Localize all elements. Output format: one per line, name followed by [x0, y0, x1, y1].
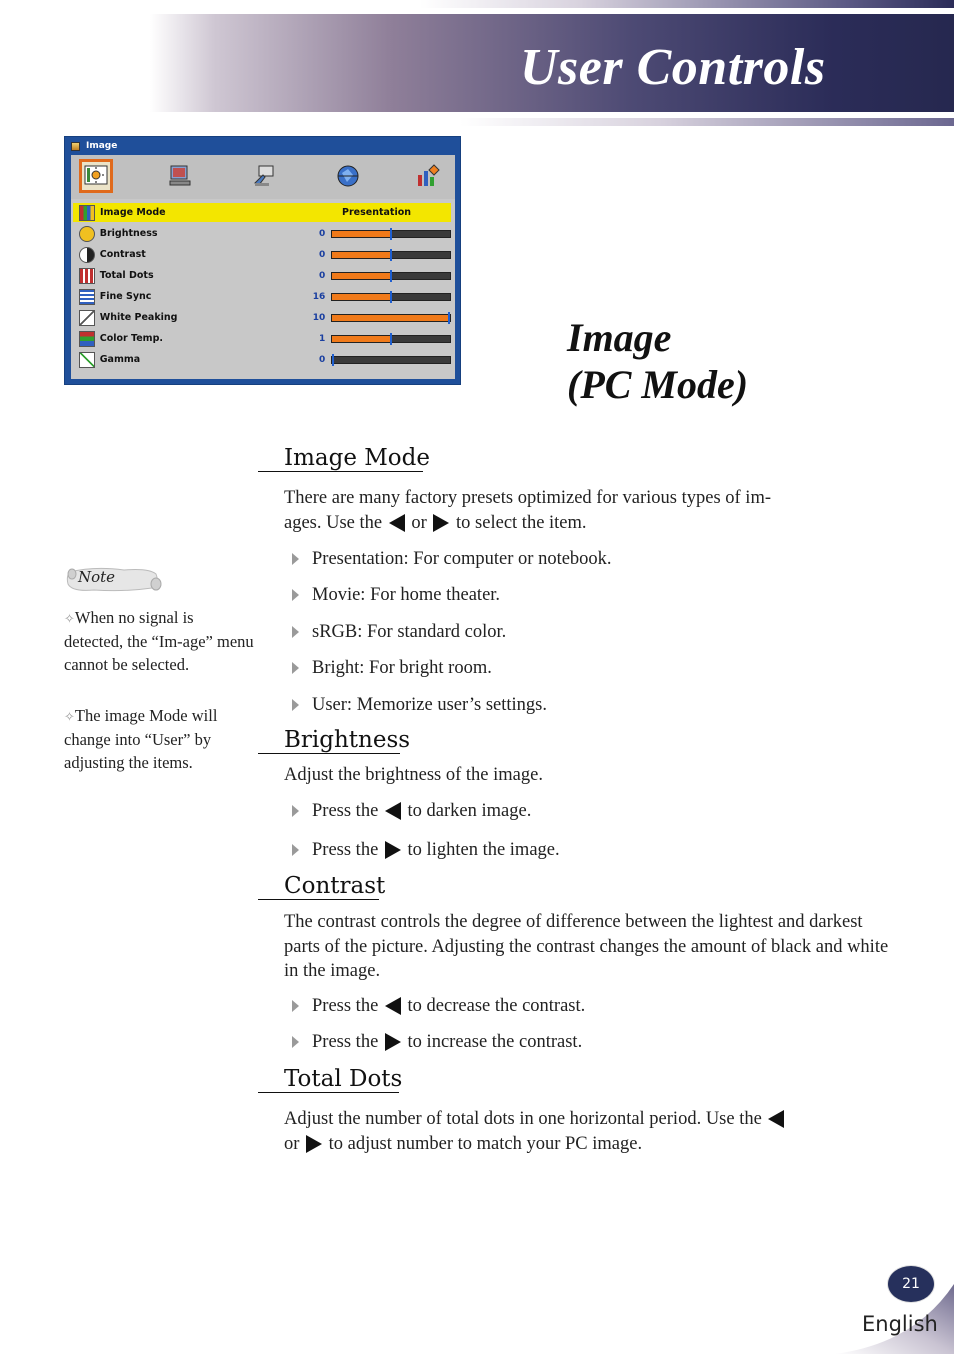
text-run: to adjust number to match your PC image. — [328, 1133, 643, 1154]
list-item — [292, 693, 547, 717]
list-item — [292, 838, 560, 862]
list-item — [292, 656, 492, 680]
osd-row-mode-value: Presentation — [342, 207, 411, 218]
note-item-1-text: When no signal is detected, the “Im-age” menu cannot be selected. — [64, 608, 254, 674]
left-arrow-icon — [389, 514, 405, 532]
osd-row-value: 0 — [319, 270, 326, 281]
osd-row-gamma[interactable] — [73, 350, 451, 369]
osd-row-label: Color Temp. — [99, 333, 163, 344]
text-run: to decrease the contrast. — [407, 996, 586, 1016]
text-run: Press the — [312, 996, 379, 1016]
osd-slider[interactable] — [331, 314, 451, 322]
bullet-arrow-icon — [292, 589, 299, 601]
total-dots-icon — [79, 268, 95, 284]
contrast-heading: Contrast — [258, 873, 379, 900]
fine-sync-icon — [79, 289, 95, 305]
list-item-text: Presentation: For computer or notebook. — [312, 549, 612, 569]
osd-image-mini-icon — [71, 142, 80, 151]
note-label: Note — [78, 568, 116, 586]
osd-titlebar — [71, 139, 117, 153]
text-run: or — [411, 512, 427, 533]
osd-row-value: 0 — [319, 354, 326, 365]
bullet-arrow-icon — [292, 805, 299, 817]
list-item — [292, 799, 531, 823]
right-arrow-icon — [385, 841, 401, 859]
osd-row-label: Gamma — [99, 354, 141, 365]
bullet-arrow-icon — [292, 1000, 299, 1012]
total-dots-text — [284, 1107, 896, 1156]
osd-slider[interactable] — [331, 251, 451, 259]
total-dots-text-line1 — [284, 1107, 896, 1132]
list-item — [292, 620, 506, 644]
right-arrow-icon — [433, 514, 449, 532]
osd-slider[interactable] — [331, 293, 451, 301]
section-title — [567, 314, 748, 408]
text-run: to select the item. — [456, 512, 587, 533]
osd-row-total-dots[interactable] — [73, 266, 451, 285]
left-arrow-icon — [385, 997, 401, 1015]
list-item-text: Bright: For bright room. — [312, 658, 492, 678]
gamma-icon — [79, 352, 95, 368]
page-number-badge: 21 — [887, 1265, 935, 1303]
left-arrow-icon — [768, 1110, 784, 1128]
brightness-heading: Brightness — [258, 727, 400, 754]
text-run: ages. Use the — [284, 512, 383, 533]
note-item-2-text: The image Mode will change into “User” by adjusting the items. — [64, 706, 218, 772]
options-tab-icon[interactable] — [331, 159, 365, 193]
footer-language: English — [862, 1312, 938, 1336]
osd-row-label: Total Dots — [99, 270, 154, 281]
left-arrow-icon — [385, 802, 401, 820]
bullet-arrow-icon — [292, 844, 299, 856]
osd-row-fine-sync[interactable] — [73, 287, 451, 306]
list-item-text: sRGB: For standard color. — [312, 622, 507, 642]
osd-row-label: Contrast — [99, 249, 146, 260]
note-scroll-icon — [64, 562, 164, 596]
list-item — [292, 1030, 582, 1054]
right-arrow-icon — [385, 1033, 401, 1051]
osd-slider[interactable] — [331, 272, 451, 280]
setup-tab-icon[interactable] — [247, 159, 281, 193]
osd-row-brightness[interactable] — [73, 224, 451, 243]
bullet-arrow-icon — [292, 662, 299, 674]
osd-row-label: White Peaking — [99, 312, 178, 323]
list-item-text: User: Memorize user’s settings. — [312, 695, 547, 715]
white-peaking-icon — [79, 310, 95, 326]
osd-row-white-peaking[interactable] — [73, 308, 451, 327]
contrast-text: The contrast controls the degree of difference between the lightest and darkest parts of the picture. Adjusting the contrast changes the amount of black and white in the image. — [284, 912, 889, 981]
text-run: to lighten the image. — [407, 840, 560, 860]
note-item-2 — [64, 704, 256, 774]
image-mode-text-line1: There are many factory presets optimized for various types of im- — [284, 488, 771, 508]
text-run: to darken image. — [407, 801, 532, 821]
display-tab-icon[interactable] — [163, 159, 197, 193]
osd-row-image-mode[interactable] — [73, 203, 451, 222]
brightness-text: Adjust the brightness of the image. — [284, 765, 543, 785]
text-run: Press the — [312, 840, 379, 860]
osd-row-contrast[interactable] — [73, 245, 451, 264]
advanced-tab-icon[interactable] — [411, 159, 445, 193]
bullet-arrow-icon — [292, 699, 299, 711]
image-mode-heading: Image Mode — [258, 445, 423, 472]
osd-row-label: Brightness — [99, 228, 158, 239]
section-title-line1: Image — [567, 315, 672, 360]
color-temp-icon — [79, 331, 95, 347]
bullet-arrow-icon — [292, 1036, 299, 1048]
osd-row-value: 1 — [319, 333, 326, 344]
osd-row-value: 0 — [319, 228, 326, 239]
osd-slider[interactable] — [331, 356, 451, 364]
contrast-icon — [79, 247, 95, 263]
osd-row-value: 0 — [319, 249, 326, 260]
osd-row-value: 10 — [312, 312, 326, 323]
text-run: Press the — [312, 801, 379, 821]
bullet-arrow-icon — [292, 626, 299, 638]
list-item — [292, 994, 585, 1018]
list-item — [292, 583, 500, 607]
diamond-bullet-icon: ✧ — [64, 611, 75, 626]
right-arrow-icon — [306, 1135, 322, 1153]
diamond-bullet-icon: ✧ — [64, 709, 75, 724]
osd-row-value: 16 — [312, 291, 326, 302]
header-bottom-line — [460, 118, 954, 126]
note-item-1 — [64, 606, 256, 676]
list-item-text: Movie: For home theater. — [312, 585, 501, 605]
image-mode-icon — [79, 205, 95, 221]
image-mode-text-line2 — [284, 511, 896, 536]
osd-slider[interactable] — [331, 230, 451, 238]
list-item — [292, 547, 612, 571]
osd-row-color-temp[interactable] — [73, 329, 451, 348]
osd-slider[interactable] — [331, 335, 451, 343]
header-top-line — [420, 0, 954, 8]
text-run: or — [284, 1133, 300, 1154]
osd-tab-bar — [71, 155, 455, 199]
image-mode-text — [284, 486, 896, 535]
osd-screenshot — [64, 136, 461, 385]
text-run: Press the — [312, 1032, 379, 1052]
sun-icon — [79, 226, 95, 242]
osd-title: Image — [86, 141, 118, 151]
text-run: to increase the contrast. — [407, 1032, 583, 1052]
total-dots-heading: Total Dots — [258, 1066, 399, 1093]
bullet-arrow-icon — [292, 553, 299, 565]
image-tab-icon[interactable] — [79, 159, 113, 193]
total-dots-text-line2 — [284, 1132, 896, 1157]
section-title-line2: (PC Mode) — [567, 362, 749, 407]
text-run: Adjust the number of total dots in one horizontal period. Use the — [284, 1109, 762, 1129]
osd-menu-list — [71, 199, 455, 379]
osd-row-label: Fine Sync — [99, 291, 152, 302]
osd-row-label: Image Mode — [100, 207, 166, 218]
page-header-title: User Controls — [520, 39, 826, 96]
